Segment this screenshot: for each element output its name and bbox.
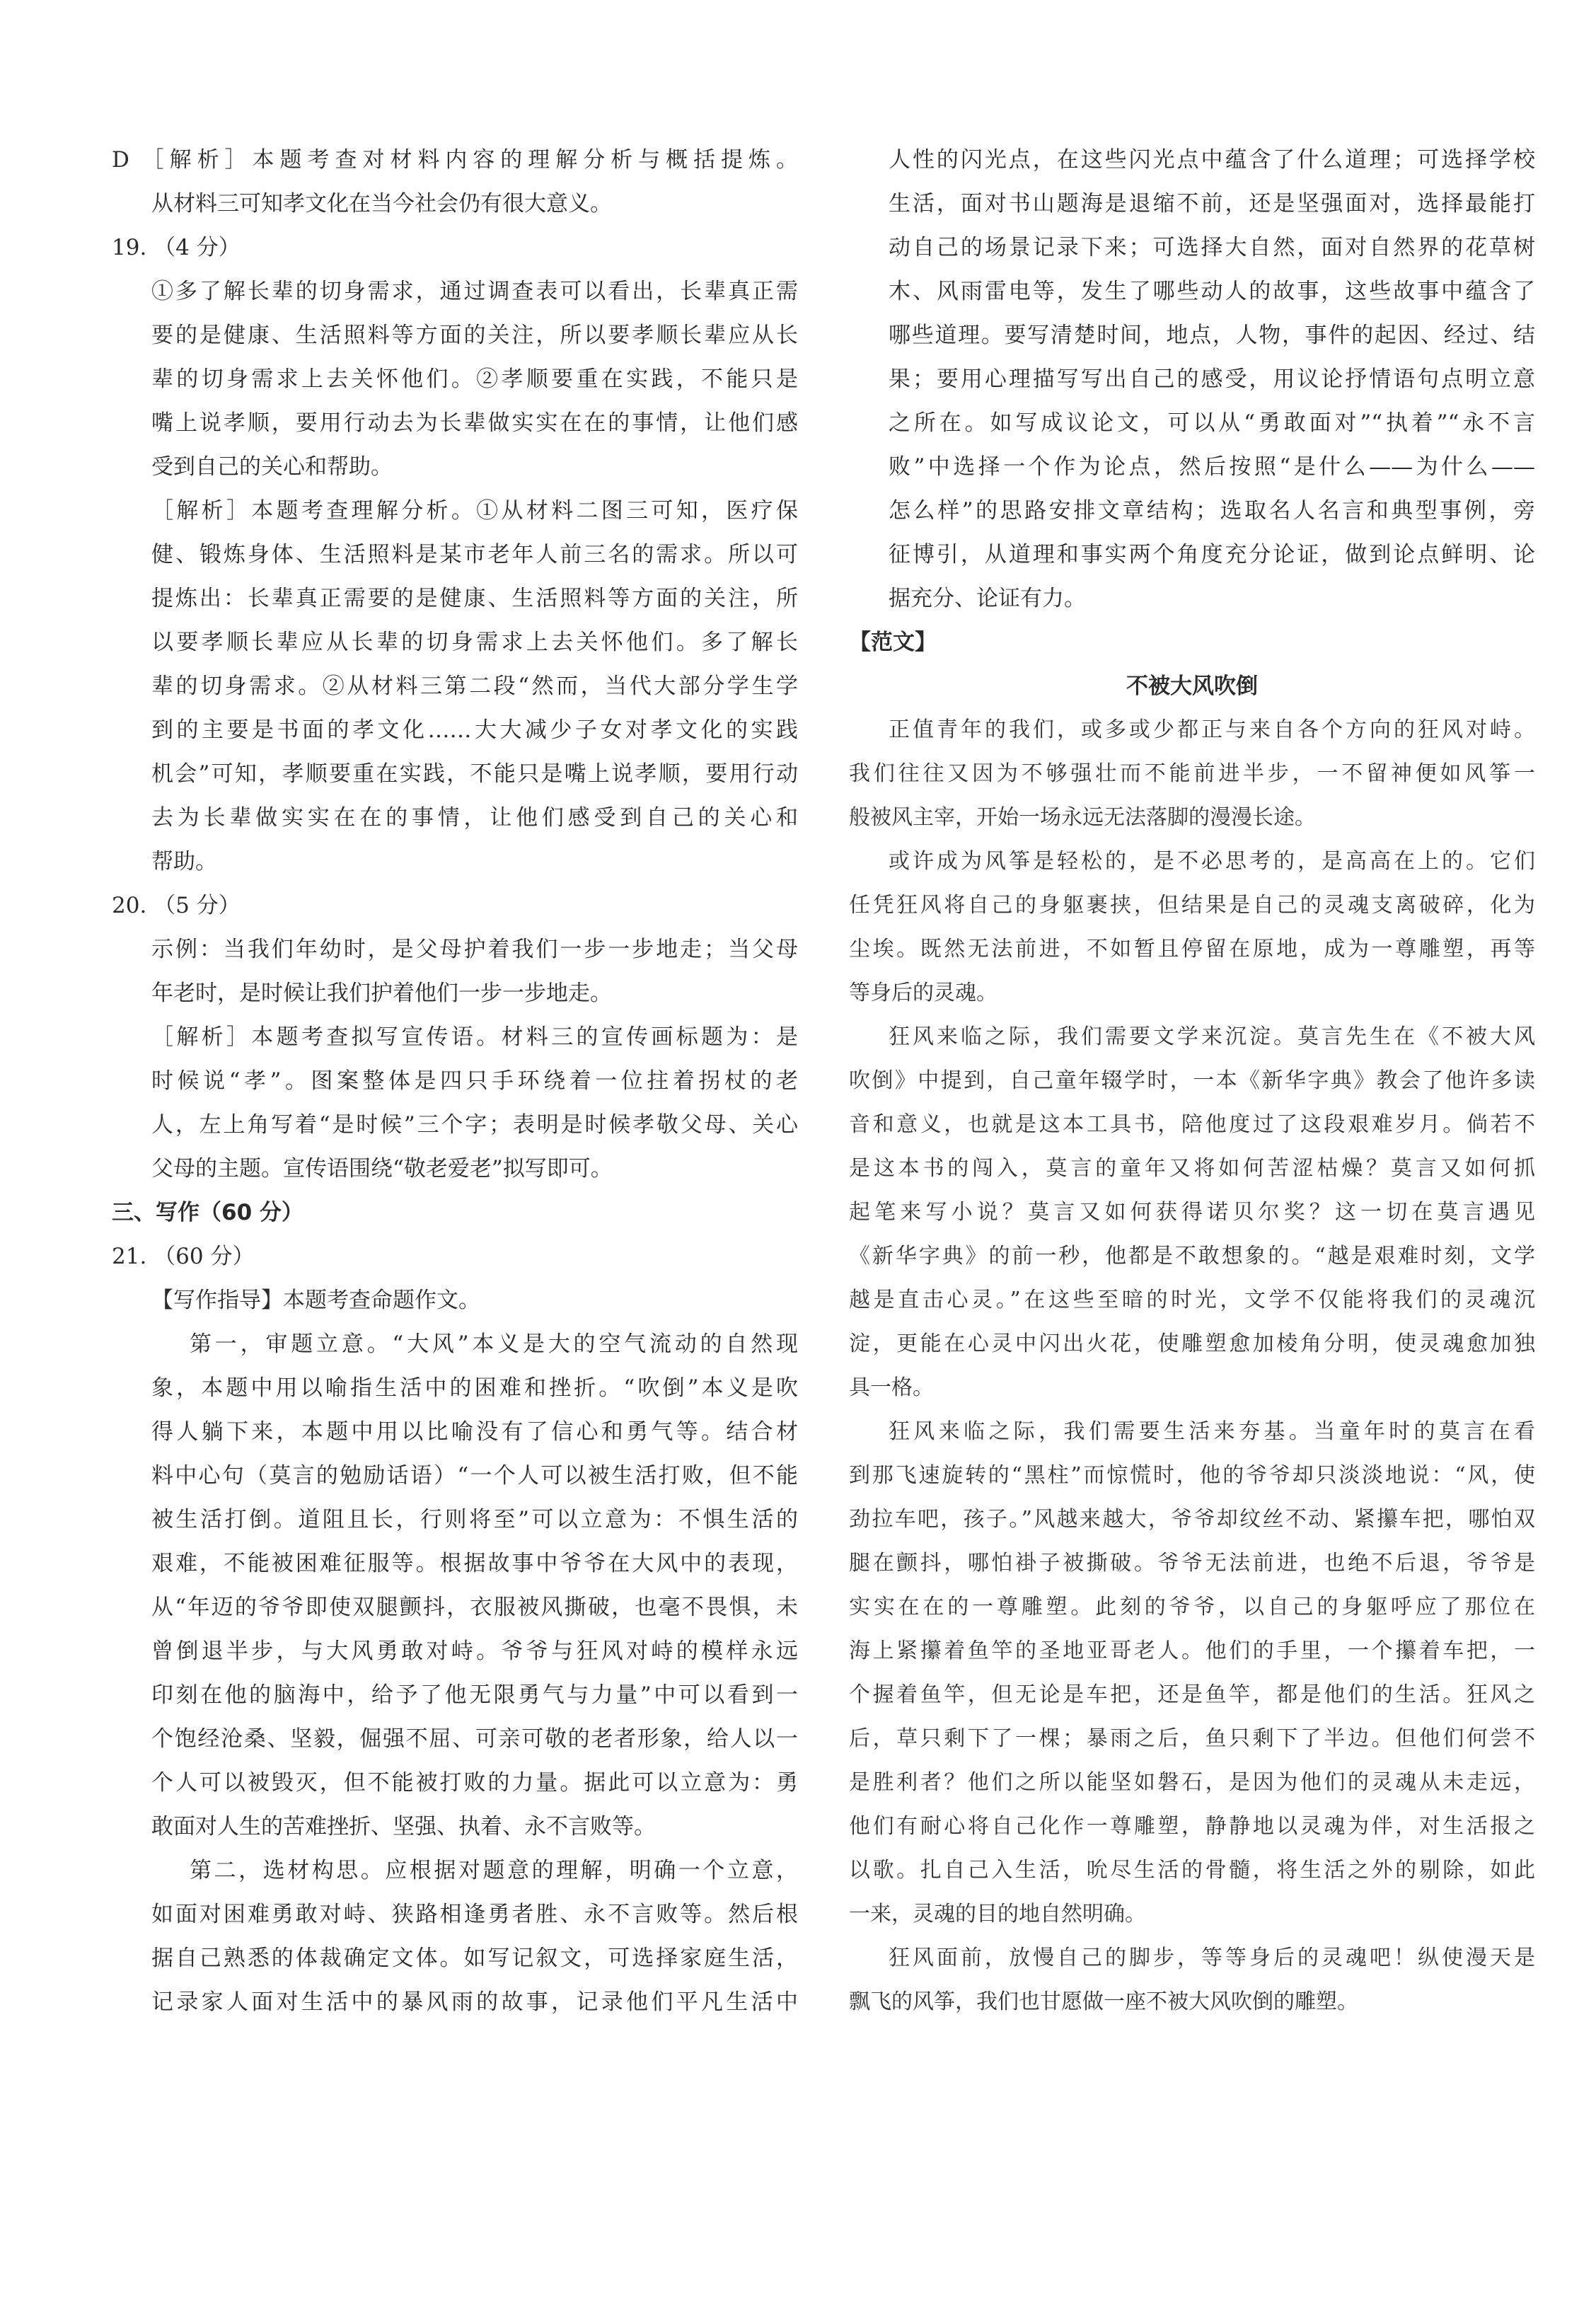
text-line: 被生活打倒。道阻且长，行则将至”可以立意为：不惧生活的 — [151, 1507, 798, 1532]
text-line: 等身后的灵魂。 — [849, 981, 998, 1005]
text-line: 艰难，不能被困难征服等。根据故事中爷爷在大风中的表现， — [151, 1551, 798, 1576]
text-line: 人，左上角写着“是时候”三个字；表明是时候孝敬父母、关心 — [151, 1112, 798, 1138]
text-line: 父母的主题。宣传语围绕“敬老爱老”拟写即可。 — [151, 1156, 613, 1181]
text-line: 吹倒》中提到，自己童年辍学时，一本《新华字典》教会了他许多读 — [849, 1068, 1535, 1093]
text-line: 如面对困难勇敢对峙、狭路相逢勇者胜、永不言败等。然后根 — [151, 1902, 798, 1927]
text-line: 辈的切身需求上去关怀他们。②孝顺要重在实践，不能只是 — [151, 366, 798, 392]
text-line: 我们往往又因为不够强壮而不能前进半步，一不留神便如风筝一 — [849, 761, 1535, 786]
text-line: 正值青年的我们，或多或少都正与来自各个方向的狂风对峙。 — [889, 717, 1535, 742]
text-line: 实实在在的一尊雕塑。此刻的爷爷，以自己的身躯呼应了那位在 — [849, 1595, 1535, 1619]
text-line: 木、风雨雷电等，发生了哪些动人的故事，这些故事中蕴含了 — [889, 279, 1535, 304]
text-line: 具一格。 — [849, 1375, 934, 1400]
q20-analysis-block — [112, 1015, 798, 1191]
text-line: 动自己的场景记录下来；可选择大自然，面对自然界的花草树 — [889, 235, 1535, 260]
text-line: 去为长辈做实实在在的事情，让他们感受到自己的关心和 — [151, 805, 798, 831]
text-line: 以要孝顺长辈应从长辈的切身需求上去关怀他们。多了解长 — [151, 630, 798, 655]
text-line: 以歌。扎自己入生活，吮尽生活的骨髓，将生活之外的剔除，如此 — [849, 1858, 1535, 1883]
text-line: 敢面对人生的苦难挫折、坚强、执着、永不言败等。 — [151, 1814, 656, 1839]
model-essay — [849, 708, 1535, 2024]
text-line: 提炼出：长辈真正需要的是健康、生活照料等方面的关注，所 — [151, 586, 798, 611]
text-line: 印刻在他的脑海中，给予了他无限勇气与力量”中可以看到一 — [151, 1682, 798, 1708]
essay-paragraph — [849, 708, 1535, 840]
text-line: 要的是健康、生活照料等方面的关注，所以要孝顺长辈应从长 — [151, 323, 798, 348]
text-line: 音和意义，也就是这本工具书，陪他度过了这段艰难岁月。倘若不 — [849, 1112, 1535, 1137]
text-line: 机会”可知，孝顺要重在实践，不能只是嘴上说孝顺，要用行动 — [151, 761, 798, 787]
text-line: 起笔来写小说？莫言又如何获得诺贝尔奖？这一切在莫言遇见 — [849, 1200, 1535, 1225]
essay-paragraph — [849, 1410, 1535, 1936]
q19-analysis-block — [112, 489, 798, 884]
text-line: 个握着鱼竿，但无论是车把，还是鱼竿，都是他们的生活。狂风之 — [849, 1682, 1535, 1707]
text-line: 是这本书的闯入，莫言的童年又将如何苦涩枯燥？莫言又如何抓 — [849, 1156, 1535, 1181]
text-line: 据自己熟悉的体裁确定文体。如写记叙文，可选择家庭生活， — [151, 1946, 798, 1971]
text-line: 到的主要是书面的孝文化……大大减少子女对孝文化的实践 — [151, 717, 798, 743]
text-line: 个人可以被毁灭，但不能被打败的力量。据此可以立意为：勇 — [151, 1770, 798, 1796]
text-line: 第一，审题立意。“大风”本义是大的空气流动的自然现 — [190, 1331, 798, 1357]
q21-para1 — [112, 1322, 798, 1849]
text-line: 第二，选材构思。应根据对题意的理解，明确一个立意， — [190, 1858, 798, 1883]
essay-title: 不被大风吹倒 — [1126, 674, 1258, 699]
text-line: 果；要用心理描写写出自己的感受，用议论抒情语句点明立意 — [889, 366, 1535, 392]
q18-answer-block — [112, 138, 798, 226]
text-line: 生活，面对书山题海是退缩不前，还是坚强面对，选择最能打 — [889, 191, 1535, 216]
text-line: 之所在。如写成议论文，可以从“勇敢面对”“执着”“永不言 — [889, 410, 1535, 436]
text-line: 败”中选择一个作为论点，然后按照“是什么——为什么—— — [889, 454, 1535, 480]
text-line: 或许成为风筝是轻松的，是不必思考的，是高高在上的。它们 — [889, 849, 1535, 874]
text-line: 《新华字典》的前一秒，他都是不敢想象的。“越是艰难时刻，文学 — [849, 1244, 1535, 1269]
text-line: 飘飞的风筝，我们也甘愿做一座不被大风吹倒的雕塑。 — [849, 1989, 1358, 2014]
text-line: 般被风主宰，开始一场永远无法落脚的漫漫长途。 — [849, 805, 1316, 830]
q21-header: 21. （60 分） — [112, 1244, 255, 1269]
text-line: 征博引，从道理和事实两个角度充分论证，做到论点鲜明、论 — [889, 542, 1535, 567]
text-line: 海上紧攥着鱼竿的圣地亚哥老人。他们的手里，一个攥着车把，一 — [849, 1639, 1535, 1663]
q21-para2 — [112, 1849, 798, 2024]
text-line: 嘴上说孝顺，要用行动去为长辈做实实在在的事情，让他们感 — [151, 410, 798, 436]
text-line: 他们有耐心将自己化作一尊雕塑，静静地以灵魂为伴，对生活报之 — [849, 1814, 1535, 1839]
text-line: 淀，更能在心灵中闪出火花，使雕塑愈加棱角分明，使灵魂愈加独 — [849, 1331, 1535, 1356]
text-line: 受到自己的关心和帮助。 — [151, 454, 393, 480]
section-heading: 三、写作（60 分） — [112, 1200, 303, 1225]
left-column — [112, 138, 798, 2024]
text-line: 象，本题中用以喻指生活中的困难和挫折。“吹倒”本义是吹 — [151, 1375, 798, 1401]
text-line: 据充分、论证有力。 — [889, 586, 1086, 611]
text-line: 料中心句（莫言的勉励话语）“一个人可以被生活打败，但不能 — [151, 1463, 798, 1489]
text-line: 腿在颤抖，哪怕褂子被撕破。爷爷无法前进，也绝不后退，爷爷是 — [849, 1551, 1535, 1576]
text-line: 是胜利者？他们之所以能坚如磐石，是因为他们的灵魂从未走远， — [849, 1770, 1535, 1795]
model-essay-label: 【范文】 — [849, 630, 937, 655]
text-line: ［解析］本题考查理解分析。①从材料二图三可知，医疗保 — [151, 498, 798, 524]
text-line: 记录家人面对生活中的暴风雨的故事，记录他们平凡生活中 — [151, 1989, 798, 2015]
text-line: 怎么样”的思路安排文章结构；选取名人名言和典型事例，旁 — [889, 498, 1535, 524]
essay-paragraph — [849, 1936, 1535, 2024]
text-line: 狂风来临之际，我们需要生活来夯基。当童年时的莫言在看 — [889, 1419, 1535, 1444]
text-line: 哪些道理。要写清楚时间，地点，人物，事件的起因、经过、结 — [889, 323, 1535, 348]
text-line: ［解析］本题考查拟写宣传语。材料三的宣传画标题为：是 — [151, 1024, 798, 1050]
text-line: 辈的切身需求。②从材料三第二段“然而，当代大部分学生学 — [151, 674, 798, 699]
text-line: ①多了解长辈的切身需求，通过调查表可以看出，长辈真正需 — [151, 279, 798, 304]
text-line: D ［解析］本题考查对材料内容的理解分析与概括提炼。 — [112, 147, 798, 173]
text-line: 尘埃。既然无法前进，不如暂且停留在原地，成为一尊雕塑，再等 — [849, 937, 1535, 961]
text-line: 劲拉车吧，孩子。”风越来越大，爷爷却纹丝不动、紧攥车把，哪怕双 — [849, 1507, 1535, 1532]
text-line: 帮助。 — [151, 849, 217, 874]
q20-header: 20. （5 分） — [112, 893, 241, 918]
text-line: 狂风来临之际，我们需要文学来沉淀。莫言先生在《不被大风 — [889, 1024, 1535, 1049]
q19-header: 19. （4 分） — [112, 235, 241, 260]
text-line: 健、锻炼身体、生活照料是某市老年人前三名的需求。所以可 — [151, 542, 798, 567]
text-line: 一来，灵魂的目的地自然明确。 — [849, 1902, 1146, 1926]
text-line: 年老时，是时候让我们护着他们一步一步地走。 — [151, 981, 612, 1006]
text-line: 从“年迈的爷爷即使双腿颤抖，衣服被风撕破，也毫不畏惧，未 — [151, 1595, 798, 1620]
text-line: 示例：当我们年幼时，是父母护着我们一步一步地走；当父母 — [151, 937, 798, 962]
text-line: 后，草只剩下了一棵；暴雨之后，鱼只剩下了半边。但他们何尝不 — [849, 1726, 1535, 1751]
text-line: 曾倒退半步，与大风勇敢对峙。爷爷与狂风对峙的模样永远 — [151, 1639, 798, 1664]
text-line: 狂风面前，放慢自己的脚步，等等身后的灵魂吧！纵使漫天是 — [889, 1946, 1535, 1970]
text-line: 个饱经沧桑、坚毅，倔强不屈、可亲可敬的老者形象，给人以一 — [151, 1726, 798, 1752]
essay-paragraph — [849, 840, 1535, 1015]
text-line: 从材料三可知孝文化在当今社会仍有很大意义。 — [151, 191, 612, 216]
right-column — [849, 138, 1535, 2024]
q20-answer-block — [112, 927, 798, 1015]
text-line: 任凭狂风将自己的身躯裹挟，但结果是自己的灵魂支离破碎，化为 — [849, 893, 1535, 918]
q19-answer-block — [112, 270, 798, 489]
q21-para2-continued — [849, 138, 1535, 620]
writing-guide-label: 【写作指导】本题考查命题作文。 — [151, 1288, 480, 1313]
text-line: 到那飞速旋转的“黑柱”而惊慌时，他的爷爷却只淡淡地说：“风，使 — [849, 1463, 1535, 1488]
text-line: 越是直击心灵。”在这些至暗的时光，文学不仅能将我们的灵魂沉 — [849, 1288, 1535, 1312]
text-line: 时候说“孝”。图案整体是四只手环绕着一位拄着拐杖的老 — [151, 1068, 798, 1094]
essay-paragraph — [849, 1015, 1535, 1410]
text-line: 人性的闪光点，在这些闪光点中蕴含了什么道理；可选择学校 — [889, 147, 1535, 173]
text-line: 得人躺下来，本题中用以比喻没有了信心和勇气等。结合材 — [151, 1419, 798, 1445]
